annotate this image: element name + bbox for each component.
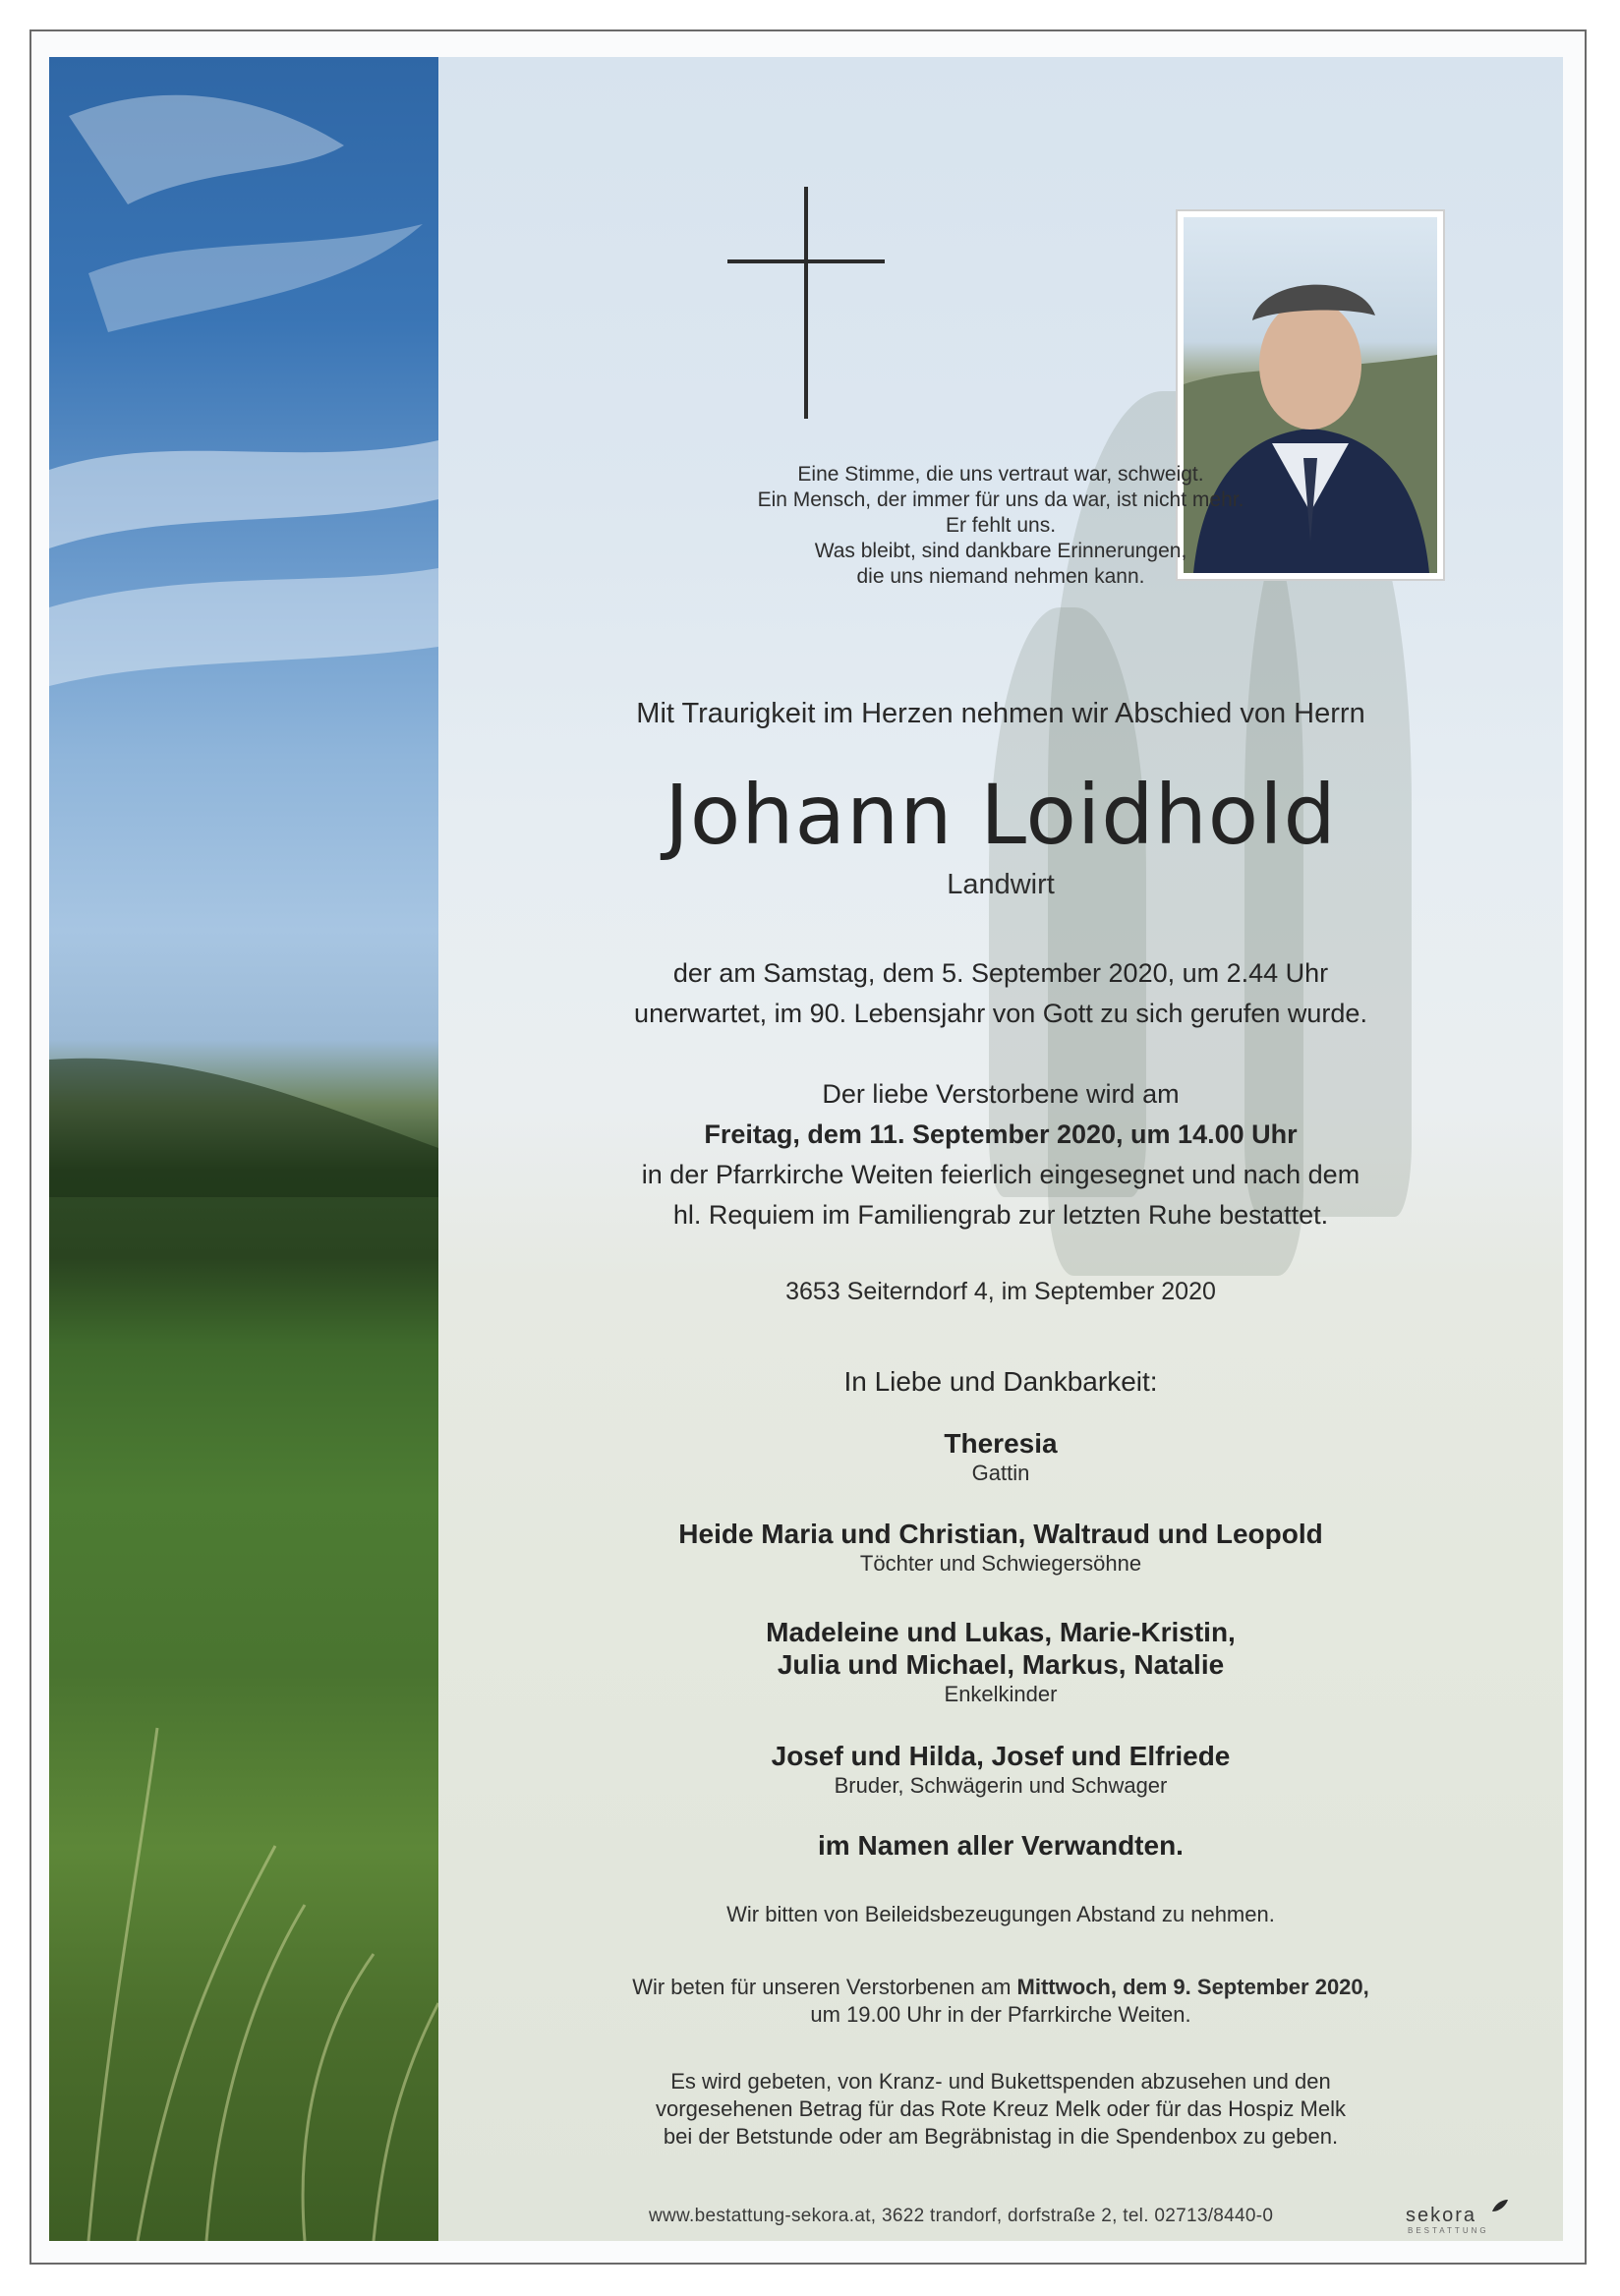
family-role: Töchter und Schwiegersöhne xyxy=(859,1551,1142,1576)
family-names: Madeleine und Lukas, Marie-Kristin, xyxy=(766,1617,1236,1647)
donation-line: vorgesehenen Betrag für das Rote Kreuz Melk oder für das Hospiz Melk xyxy=(656,2096,1346,2121)
funeral-line: in der Pfarrkirche Weiten feierlich eingesegnet und nach dem xyxy=(641,1160,1360,1189)
logo-wordmark: sekora xyxy=(1406,2205,1477,2226)
poem-line: Er fehlt uns. xyxy=(945,514,1057,537)
logo-subtitle: BESTATTUNG xyxy=(1408,2226,1489,2235)
family-names: Josef und Hilda, Josef und Elfriede xyxy=(771,1741,1231,1771)
closing-line: im Namen aller Verwandten. xyxy=(818,1830,1184,1861)
family-entry xyxy=(438,1740,1563,1800)
cross-icon-vertical xyxy=(804,187,808,419)
deceased-name: Johann Loidhold xyxy=(665,767,1337,863)
landscape-photo-strip xyxy=(49,57,438,2241)
poem-line: die uns niemand nehmen kann. xyxy=(856,565,1145,588)
poem-line: Eine Stimme, die uns vertraut war, schweigt. xyxy=(797,463,1204,486)
family-role: Bruder, Schwägerin und Schwager xyxy=(834,1773,1168,1798)
deceased-profession: Landwirt xyxy=(947,869,1055,900)
death-notice-line: unerwartet, im 90. Lebensjahr von Gott zu sich gerufen wurde. xyxy=(634,999,1367,1028)
poem-line: Was bleibt, sind dankbare Erinnerungen, xyxy=(814,540,1187,562)
prayer-text: Wir beten für unseren Verstorbenen am xyxy=(632,1975,1017,1999)
poem-line: Ein Mensch, der immer für uns da war, ist nicht mehr. xyxy=(757,488,1244,511)
leaf-icon xyxy=(1490,2198,1510,2215)
poem-block xyxy=(438,462,1563,590)
family-names: Heide Maria und Christian, Waltraud und Leopold xyxy=(678,1519,1323,1549)
intro-text: Mit Traurigkeit im Herzen nehmen wir Abschied von Herrn xyxy=(636,698,1365,729)
prayer-note xyxy=(438,1974,1563,2029)
family-entry xyxy=(438,1427,1563,1487)
donation-note xyxy=(438,2068,1563,2151)
family-names: Theresia xyxy=(944,1428,1058,1459)
family-role: Gattin xyxy=(971,1461,1030,1485)
funeral-line: Der liebe Verstorbene wird am xyxy=(822,1079,1180,1109)
donation-line: bei der Betstunde oder am Begräbnistag in die Spendenbox zu geben. xyxy=(663,2124,1339,2149)
family-entry xyxy=(438,1518,1563,1578)
funeral-line: hl. Requiem im Familiengrab zur letzten Ruhe bestattet. xyxy=(672,1200,1329,1230)
funeral-notice xyxy=(438,1074,1563,1235)
death-notice-line: der am Samstag, dem 5. September 2020, um 2.44 Uhr xyxy=(672,958,1329,988)
family-names: Julia und Michael, Markus, Natalie xyxy=(777,1649,1225,1680)
family-entry xyxy=(438,1616,1563,1708)
family-heading: In Liebe und Dankbarkeit: xyxy=(843,1366,1158,1397)
cross-icon-horizontal xyxy=(727,259,885,263)
place-date: 3653 Seiterndorf 4, im September 2020 xyxy=(785,1278,1216,1305)
footer-contact: www.bestattung-sekora.at, 3622 trandorf, dorfstraße 2, tel. 02713/8440-0 xyxy=(649,2206,1274,2226)
condolence-note: Wir bitten von Beileidsbezeugungen Abstand zu nehmen. xyxy=(726,1902,1275,1926)
prayer-text: um 19.00 Uhr in der Pfarrkirche Weiten. xyxy=(810,2002,1191,2027)
donation-line: Es wird gebeten, von Kranz- und Bukettspenden abzusehen und den xyxy=(670,2069,1331,2094)
prayer-date: Mittwoch, dem 9. September 2020, xyxy=(1016,1975,1369,1999)
family-role: Enkelkinder xyxy=(944,1682,1058,1706)
death-notice xyxy=(438,953,1563,1034)
funeral-date: Freitag, dem 11. September 2020, um 14.00 Uhr xyxy=(704,1119,1298,1149)
